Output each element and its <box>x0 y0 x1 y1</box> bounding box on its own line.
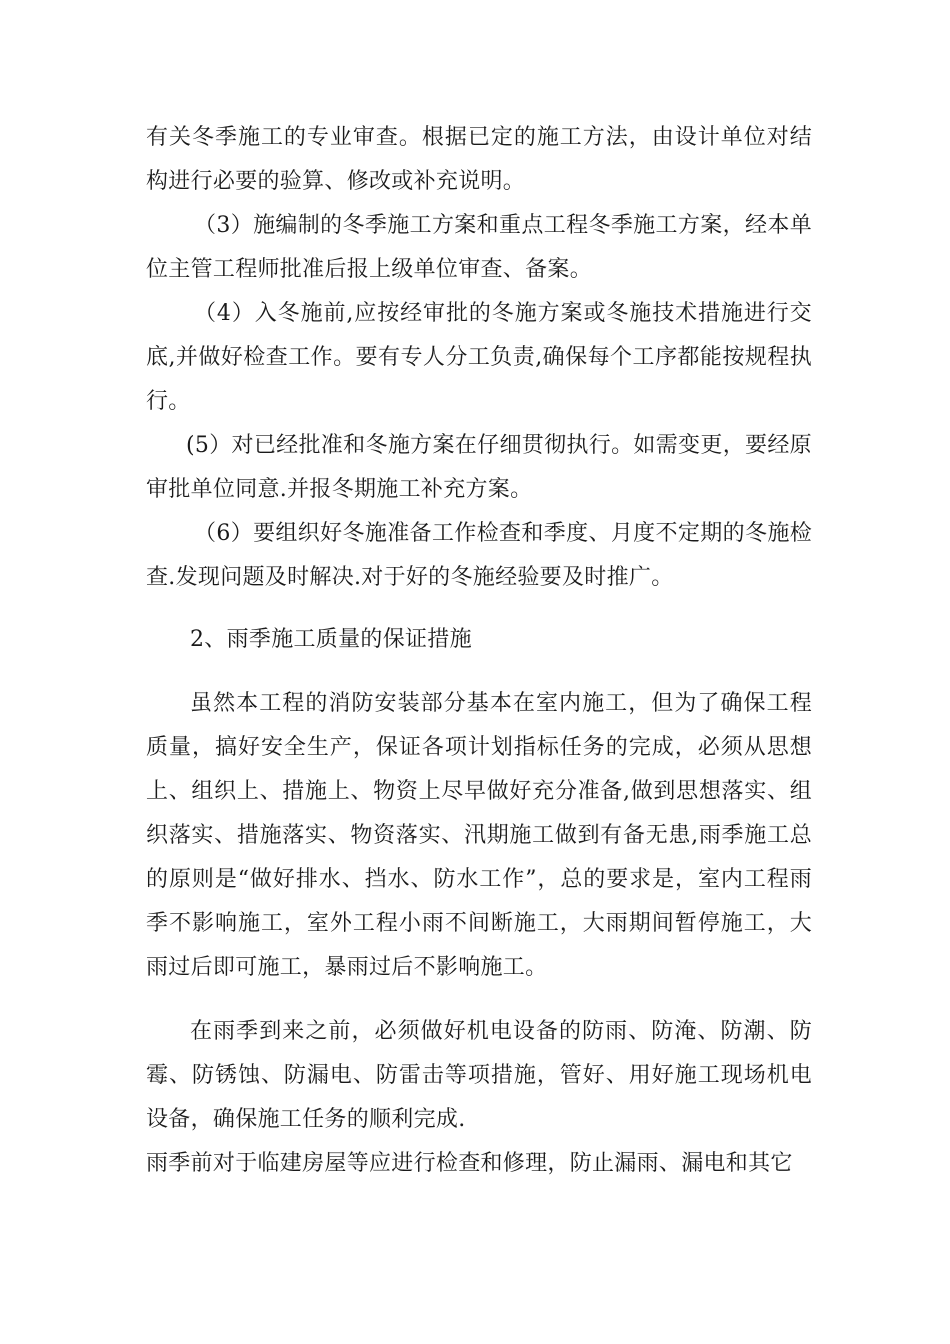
paragraph-continuation: 有关冬季施工的专业审查。根据已定的施工方法，由设计单位对结构进行必要的验算、修改或补充说明。 <box>146 125 812 194</box>
paragraph-item-6: （6）要组织好冬施准备工作检查和季度、月度不定期的冬施检查.发现问题及时解决.对于好的冬施经验要及时推广。 <box>146 521 812 590</box>
paragraph-rainy-season-overview: 虽然本工程的消防安装部分基本在室内施工，但为了确保工程质量，搞好安全生产，保证各项计划指标任务的完成，必须从思想上、组织上、措施上、物资上尽早做好充分准备,做到思想落实、组织落实、措施落实、物资落实、汛期施工做到有备无患,雨季施工总的原则是“做好排水、挡水、防水工作”，总的要求是，室内工程雨季不影响施工，室外工程小雨不间断施工，大雨期间暂停施工，大雨过后即可施工，暴雨过后不影响施工。 <box>146 691 812 980</box>
paragraph-temporary-buildings: 雨季前对于临建房屋等应进行检查和修理，防止漏雨、漏电和其它 <box>146 1151 793 1176</box>
paragraph-equipment-protection: 在雨季到来之前，必须做好机电设备的防雨、防淹、防潮、防霉、防锈蚀、防漏电、防雷击等项措施，管好、用好施工现场机电设备，确保施工任务的顺利完成. <box>146 1019 812 1132</box>
paragraph-item-3: （3）施编制的冬季施工方案和重点工程冬季施工方案，经本单位主管工程师批准后报上级单位审查、备案。 <box>146 213 812 282</box>
paragraph-item-4: （4）入冬施前,应按经审批的冬施方案或冬施技术措施进行交底,并做好检查工作。要有专人分工负责,确保每个工序都能按规程执行。 <box>146 301 812 414</box>
section-heading: 2、雨季施工质量的保证措施 <box>190 627 472 652</box>
paragraph-item-5: (5）对已经批准和冬施方案在仔细贯彻执行。如需变更，要经原审批单位同意.并报冬期施工补充方案。 <box>146 433 812 502</box>
document-body <box>146 116 812 1186</box>
